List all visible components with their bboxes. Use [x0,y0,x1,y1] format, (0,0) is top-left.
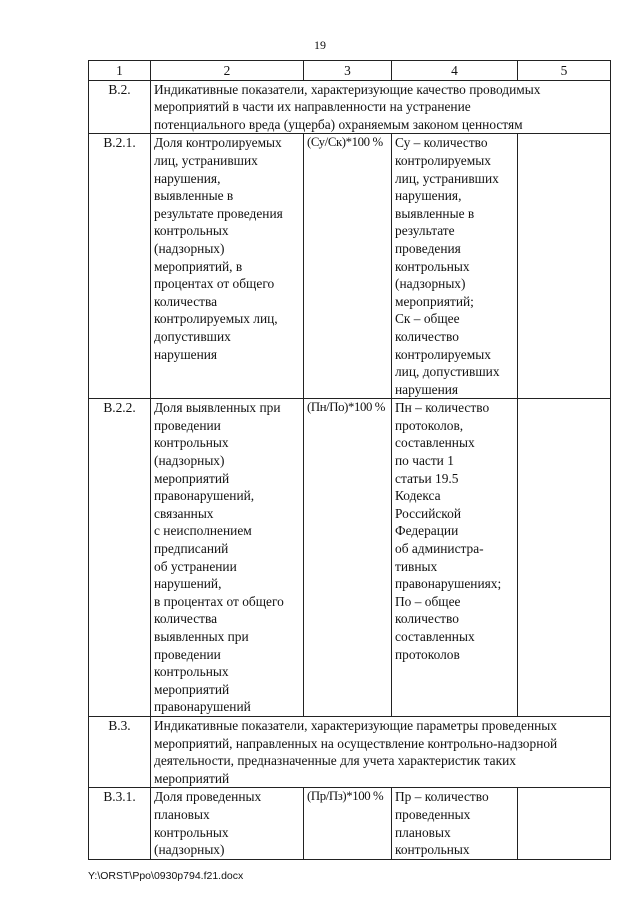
section-title [151,80,611,134]
indicator-name-line: (надзорных) [154,842,225,858]
indicator-description-line: Российской [395,505,461,521]
indicator-description-line: Кодекса [395,488,441,504]
indicator-name-line: в процентах от общего [154,593,284,609]
indicator-description-line: По – общее [395,593,461,609]
indicator-name [151,134,304,399]
indicators-table [88,60,611,860]
indicator-col5 [518,134,611,399]
indicator-name-line: Доля выявленных при [154,400,281,416]
indicator-description-line: Федерации [395,523,459,539]
header-cell-1: 1 [89,61,151,81]
indicator-description-line: Су – количество [395,135,488,151]
indicator-code: В.2.1. [89,134,151,399]
header-cell-3: 3 [304,61,392,81]
indicator-name-line: контрольных [154,223,229,239]
indicator-name-line: правонарушений [154,699,251,715]
indicator-description-line: лиц, устранивших [395,170,499,186]
indicator-name-line: контролируемых лиц, [154,311,278,327]
indicator-col5 [518,399,611,717]
indicator-name-line: выявленные в [154,188,234,204]
indicator-name-line: (надзорных) [154,453,225,469]
header-cell-2: 2 [151,61,304,81]
table-row [89,788,611,859]
indicator-description-line: (надзорных) [395,276,466,292]
section-code: В.2. [89,80,151,134]
indicator-name-line: процентах от общего [154,276,275,292]
indicator-name-line: результате проведения [154,205,283,221]
indicator-description-line: количество [395,328,459,344]
table-row [89,134,611,399]
indicator-description-line: составленных [395,629,475,644]
header-cell-5: 5 [518,61,611,81]
indicator-name-line: допустивших [154,328,231,344]
indicator-description-line: лиц, допустивших [395,364,500,380]
indicator-name-line: проведении [154,417,221,433]
section-title-line: мероприятий в части их направленности на устранение [154,99,471,115]
indicator-description-line: по части 1 [395,453,454,469]
indicator-code: В.2.2. [89,399,151,717]
indicator-name-line: контрольных [154,664,229,680]
section-title-line: Индикативные показатели, характеризующие параметры проведенных [154,717,557,733]
indicator-description [392,788,518,859]
table-row [89,399,611,717]
indicator-name-line: Доля проведенных [154,789,262,805]
indicator-name-line: правонарушений, [154,488,255,504]
indicator-name-line: количества [154,611,218,627]
indicator-name-line: проведении [154,646,221,662]
section-title-line: мероприятий, направленных на осуществление контрольно-надзорной [154,735,558,751]
indicator-description-line: протоколов [395,646,460,662]
indicator-col5 [518,788,611,859]
indicator-description-line: статьи 19.5 [395,470,459,486]
indicator-description-line: выявленные в [395,205,475,221]
indicator-description-line: Пр – количество [395,789,489,805]
section-title-line: мероприятий [154,770,230,786]
indicator-description-line: мероприятий; [395,293,474,309]
indicator-description-line: протоколов, [395,417,464,433]
indicator-name-line: лиц, устранивших [154,152,258,168]
page-number: 19 [314,38,326,52]
indicator-description-line: Пн – количество [395,400,490,416]
section-title-line: деятельности, предназначенные для учета характеристик таких [154,753,516,769]
indicator-name-line: Доля контролируемых [154,135,282,151]
section-row-b3 [89,716,611,787]
indicator-description-line: контрольных [395,258,470,274]
section-code: В.3. [89,716,151,787]
indicator-description-line: количество [395,611,459,627]
indicator-name-line: нарушения, [154,170,221,186]
indicator-formula: (Пр/Пз)*100 % [304,788,392,859]
indicator-formula: (Пн/По)*100 % [304,399,392,717]
section-row-b2 [89,80,611,134]
indicator-description-line: проведения [395,240,461,256]
indicator-name-line: плановых [154,806,210,822]
indicator-name-line: нарушений, [154,576,222,592]
indicator-name-line: предписаний [154,541,229,557]
indicator-name-line: контрольных [154,824,229,840]
section-title [151,716,611,787]
indicator-description-line: контролируемых [395,152,491,168]
indicator-name-line: нарушения [154,346,218,362]
indicator-name-line: мероприятий [154,470,230,486]
indicator-name-line: связанных [154,505,214,521]
indicator-description-line: тивных [395,558,438,574]
indicator-description-line: проведенных [395,806,471,822]
indicator-formula: (Су/Ск)*100 % [304,134,392,399]
indicator-description-line: нарушения [395,381,459,397]
table-header-row [89,61,611,81]
indicator-name-line: мероприятий, в [154,258,243,274]
indicator-description-line: плановых [395,824,451,840]
footer-file-path: Y:\ORST\Ppo\0930p794.f21.docx [88,870,244,882]
indicator-name-line: (надзорных) [154,240,225,256]
indicator-description-line: составленных [395,435,475,451]
header-cell-4: 4 [392,61,518,81]
indicator-name-line: контрольных [154,435,229,451]
indicator-name-line: мероприятий [154,681,230,697]
section-title-line: потенциального вреда (ущерба) охраняемым законом ценностям [154,116,523,132]
indicator-description-line: Ск – общее [395,311,460,327]
indicator-description [392,134,518,399]
indicator-name-line: количества [154,293,218,309]
indicator-description-line: об администра- [395,541,484,557]
indicator-name [151,399,304,717]
indicator-code: В.3.1. [89,788,151,859]
indicator-description-line: результате [395,223,455,239]
indicator-description-line: правонарушениях; [395,576,502,592]
indicator-name [151,788,304,859]
indicator-name-line: об устранении [154,558,237,574]
indicator-name-line: с неисполнением [154,523,252,539]
indicator-description-line: контролируемых [395,346,491,362]
indicator-description-line: контрольных [395,842,470,858]
indicator-description [392,399,518,717]
section-title-line: Индикативные показатели, характеризующие качество проводимых [154,81,541,97]
indicator-description-line: нарушения, [395,188,462,204]
indicator-name-line: выявленных при [154,629,249,644]
